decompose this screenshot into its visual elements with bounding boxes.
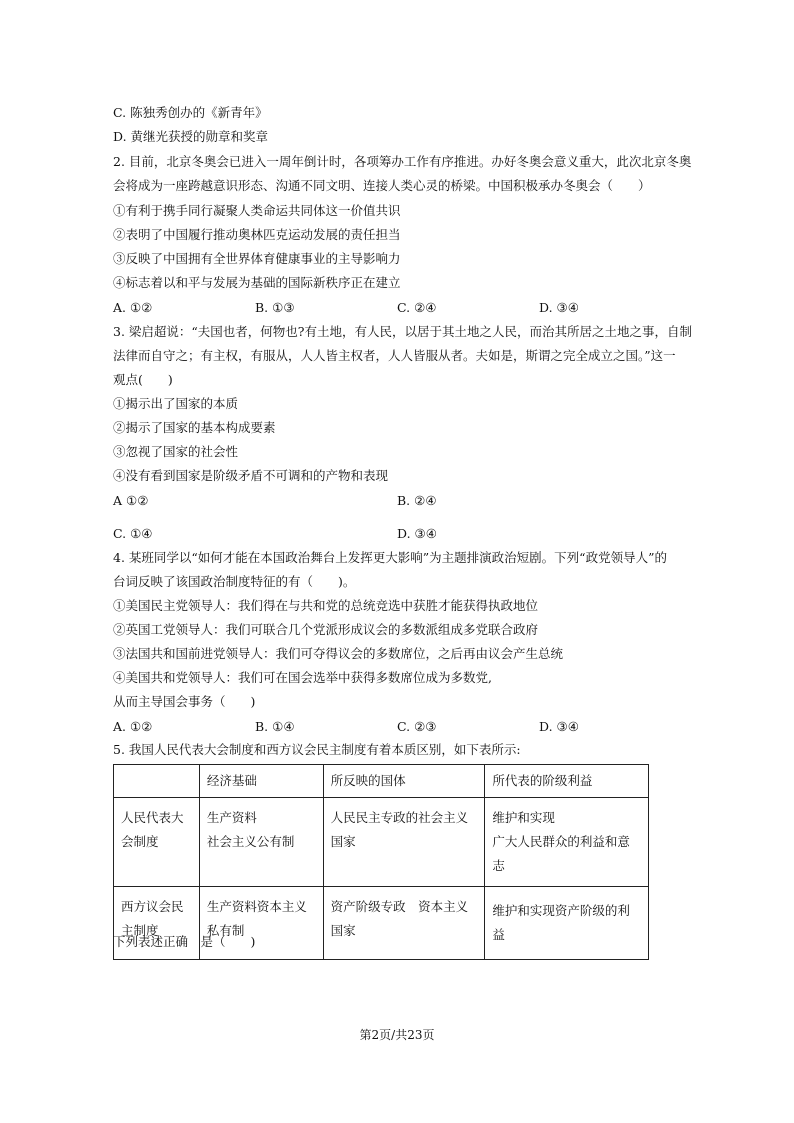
- table-cell: 资产阶级专政 资本主义 国家: [323, 887, 485, 960]
- q2-stem-line-2: 会将成为一座跨越意识形态、沟通不同文明、连接人类心灵的桥梁。中国积极承办冬奥会（ ）: [113, 178, 651, 193]
- q3-item-3: ③忽视了国家的社会性: [113, 444, 239, 459]
- q2-option-c[interactable]: C. ②④: [397, 300, 437, 315]
- q3-stem-line-1: 3. 梁启超说：“夫国也者，何物也?有土地，有人民，以居于其土地之人民，而治其所居之土地之事，自制: [113, 324, 692, 339]
- table-cell: 维护和实现资产阶级的利益: [485, 887, 649, 960]
- q2-option-b[interactable]: B. ①③: [255, 300, 295, 315]
- q4-item-4: ④美国共和党领导人：我们可在国会选举中获得多数席位成为多数党,: [113, 670, 492, 685]
- table-header-cell: 经济基础: [199, 765, 323, 798]
- table-cell: 生产资料 社会主义公有制: [199, 798, 323, 887]
- q3-option-c[interactable]: C. ①④: [113, 526, 153, 541]
- q4-option-a[interactable]: A. ①②: [113, 719, 153, 734]
- q1-option-c: C. 陈独秀创办的《新青年》: [113, 105, 268, 120]
- table-cell: 维护和实现 广大人民群众的利益和意志: [485, 798, 649, 887]
- q4-option-d[interactable]: D. ③④: [539, 719, 579, 734]
- q3-item-1: ①揭示出了国家的本质: [113, 396, 239, 411]
- q1-option-d: D. 黄继光获授的勋章和奖章: [113, 129, 269, 144]
- q2-item-4: ④标志着以和平与发展为基础的国际新秩序正在建立: [113, 275, 401, 290]
- q2-item-3: ③反映了中国拥有全世界体育健康事业的主导影响力: [113, 251, 401, 266]
- table-header-row: [114, 765, 649, 798]
- q2-options: [113, 300, 673, 316]
- q4-item-2: ②英国工党领导人：我们可联合几个党派形成议会的多数派组成多党联合政府: [113, 622, 539, 637]
- q3-options-row-1: [113, 493, 673, 509]
- table-header-cell: 所代表的阶级利益: [485, 765, 649, 798]
- q2-stem-line-1: 2. 目前，北京冬奥会已进入一周年倒计时，各项筹办工作有序推进。办好冬奥会意义重大，此次北京冬奥: [113, 154, 692, 169]
- q3-stem-line-3: 观点( ): [113, 372, 173, 387]
- table-header-cell: 所反映的国体: [323, 765, 485, 798]
- q4-item-4-cont: 从而主导国会事务（ ): [113, 694, 256, 709]
- table-cell: 人民民主专政的社会主义 国家: [323, 798, 485, 887]
- q4-stem-line-2: 台词反映了该国政治制度特征的有（ )。: [113, 574, 356, 589]
- q3-option-d[interactable]: D. ③④: [397, 526, 437, 541]
- q2-option-a[interactable]: A. ①②: [113, 300, 153, 315]
- q5-after-table: 下列表述正确 是（ ): [113, 934, 256, 949]
- table-cell: 西方议会民 主制度: [114, 887, 200, 960]
- table-cell: 人民代表大 会制度: [114, 798, 200, 887]
- q3-stem-line-2: 法律而自守之；有主权，有服从，人人皆主权者，人人皆服从者。夫如是，斯谓之完全成立之国。”这一: [113, 348, 676, 363]
- q2-item-2: ②表明了中国履行推动奥林匹克运动发展的责任担当: [113, 227, 401, 242]
- q2-item-1: ①有利于携手同行凝聚人类命运共同体这一价值共识: [113, 203, 401, 218]
- q4-stem-line-1: 4. 某班同学以“如何才能在本国政治舞台上发挥更大影响”为主题排演政治短剧。下列“政党领导人”的: [113, 550, 667, 565]
- q3-option-a[interactable]: A ①②: [113, 493, 149, 508]
- q3-item-4: ④没有看到国家是阶级矛盾不可调和的产物和表现: [113, 468, 389, 483]
- q2-option-d[interactable]: D. ③④: [539, 300, 579, 315]
- comparison-table: [113, 764, 649, 960]
- page-number: 第2页/共23页: [359, 1028, 435, 1042]
- table-row: [114, 798, 649, 887]
- q4-item-3: ③法国共和国前进党领导人：我们可夺得议会的多数席位，之后再由议会产生总统: [113, 646, 564, 661]
- table-cell: 生产资料资本主义 私有制: [199, 887, 323, 960]
- q4-option-c[interactable]: C. ②③: [397, 719, 437, 734]
- table-header-cell: [114, 765, 200, 798]
- q5-stem: 5. 我国人民代表大会制度和西方议会民主制度有着本质区别，如下表所示:: [113, 742, 521, 757]
- q3-options-row-2: [113, 526, 673, 542]
- q4-item-1: ①美国民主党领导人：我们得在与共和党的总统竞选中获胜才能获得执政地位: [113, 598, 539, 613]
- q3-option-b[interactable]: B. ②④: [397, 493, 437, 508]
- q4-options: [113, 719, 673, 735]
- q4-option-b[interactable]: B. ①④: [255, 719, 295, 734]
- q3-item-2: ②揭示了国家的基本构成要素: [113, 420, 276, 435]
